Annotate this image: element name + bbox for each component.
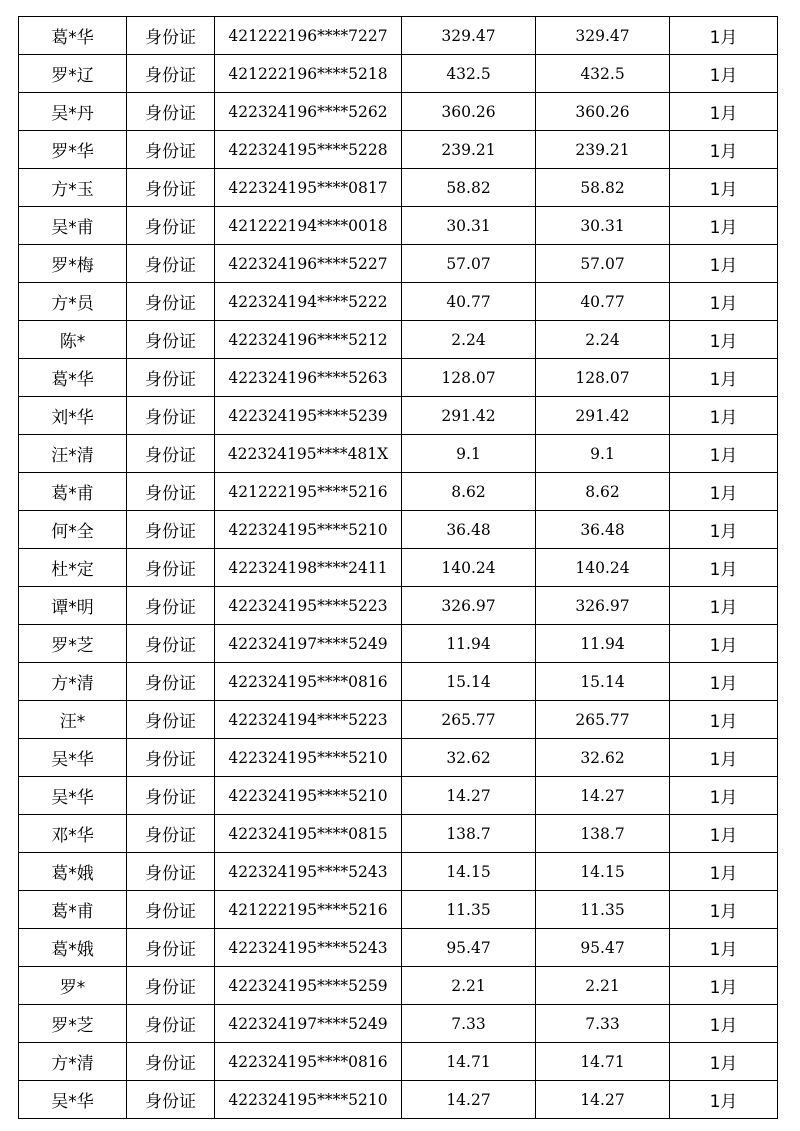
month-cell: 1月 xyxy=(670,967,778,1005)
month-cell: 1月 xyxy=(670,169,778,207)
id-number-cell: 422324195****5210 xyxy=(215,1081,402,1119)
month-cell: 1月 xyxy=(670,891,778,929)
id-number-cell: 422324195****5210 xyxy=(215,777,402,815)
name-cell: 葛*娥 xyxy=(19,853,127,891)
amount-cell: 140.24 xyxy=(402,549,536,587)
table-row xyxy=(19,853,778,891)
amount-cell: 14.15 xyxy=(402,853,536,891)
subsidy-table xyxy=(18,16,778,1119)
id-type-cell: 身份证 xyxy=(127,853,215,891)
month-cell: 1月 xyxy=(670,929,778,967)
paid-amount-cell: 30.31 xyxy=(536,207,670,245)
name-cell: 吴*华 xyxy=(19,1081,127,1119)
amount-cell: 11.94 xyxy=(402,625,536,663)
id-type-cell: 身份证 xyxy=(127,1005,215,1043)
paid-amount-cell: 329.47 xyxy=(536,17,670,55)
id-type-cell: 身份证 xyxy=(127,701,215,739)
table-row xyxy=(19,283,778,321)
paid-amount-cell: 36.48 xyxy=(536,511,670,549)
table-row xyxy=(19,169,778,207)
month-cell: 1月 xyxy=(670,549,778,587)
id-type-cell: 身份证 xyxy=(127,777,215,815)
month-cell: 1月 xyxy=(670,853,778,891)
table-row xyxy=(19,815,778,853)
id-number-cell: 422324195****0815 xyxy=(215,815,402,853)
amount-cell: 326.97 xyxy=(402,587,536,625)
id-type-cell: 身份证 xyxy=(127,1043,215,1081)
amount-cell: 329.47 xyxy=(402,17,536,55)
month-cell: 1月 xyxy=(670,359,778,397)
id-number-cell: 422324196****5263 xyxy=(215,359,402,397)
paid-amount-cell: 326.97 xyxy=(536,587,670,625)
month-cell: 1月 xyxy=(670,739,778,777)
id-number-cell: 422324195****5210 xyxy=(215,739,402,777)
id-type-cell: 身份证 xyxy=(127,131,215,169)
id-number-cell: 422324195****0816 xyxy=(215,1043,402,1081)
month-cell: 1月 xyxy=(670,435,778,473)
table-row xyxy=(19,1081,778,1119)
id-number-cell: 422324196****5227 xyxy=(215,245,402,283)
name-cell: 罗*梅 xyxy=(19,245,127,283)
amount-cell: 265.77 xyxy=(402,701,536,739)
amount-cell: 15.14 xyxy=(402,663,536,701)
amount-cell: 2.24 xyxy=(402,321,536,359)
amount-cell: 58.82 xyxy=(402,169,536,207)
table-row xyxy=(19,587,778,625)
amount-cell: 14.27 xyxy=(402,777,536,815)
month-cell: 1月 xyxy=(670,245,778,283)
month-cell: 1月 xyxy=(670,473,778,511)
name-cell: 杜*定 xyxy=(19,549,127,587)
name-cell: 吴*丹 xyxy=(19,93,127,131)
amount-cell: 291.42 xyxy=(402,397,536,435)
month-cell: 1月 xyxy=(670,587,778,625)
month-cell: 1月 xyxy=(670,625,778,663)
id-type-cell: 身份证 xyxy=(127,359,215,397)
name-cell: 刘*华 xyxy=(19,397,127,435)
table-row xyxy=(19,967,778,1005)
table-row xyxy=(19,1043,778,1081)
table-row xyxy=(19,739,778,777)
table-row xyxy=(19,473,778,511)
paid-amount-cell: 8.62 xyxy=(536,473,670,511)
id-number-cell: 422324195****5228 xyxy=(215,131,402,169)
amount-cell: 95.47 xyxy=(402,929,536,967)
paid-amount-cell: 265.77 xyxy=(536,701,670,739)
month-cell: 1月 xyxy=(670,815,778,853)
id-number-cell: 422324195****5239 xyxy=(215,397,402,435)
id-number-cell: 422324198****2411 xyxy=(215,549,402,587)
paid-amount-cell: 11.94 xyxy=(536,625,670,663)
paid-amount-cell: 2.24 xyxy=(536,321,670,359)
id-type-cell: 身份证 xyxy=(127,967,215,1005)
month-cell: 1月 xyxy=(670,397,778,435)
month-cell: 1月 xyxy=(670,131,778,169)
id-number-cell: 422324197****5249 xyxy=(215,625,402,663)
table-row xyxy=(19,777,778,815)
id-number-cell: 422324195****5243 xyxy=(215,853,402,891)
month-cell: 1月 xyxy=(670,511,778,549)
id-number-cell: 421222196****5218 xyxy=(215,55,402,93)
name-cell: 吴*华 xyxy=(19,739,127,777)
id-type-cell: 身份证 xyxy=(127,815,215,853)
id-number-cell: 422324194****5222 xyxy=(215,283,402,321)
id-type-cell: 身份证 xyxy=(127,397,215,435)
amount-cell: 36.48 xyxy=(402,511,536,549)
table-row xyxy=(19,511,778,549)
id-type-cell: 身份证 xyxy=(127,587,215,625)
paid-amount-cell: 2.21 xyxy=(536,967,670,1005)
name-cell: 葛*华 xyxy=(19,17,127,55)
id-type-cell: 身份证 xyxy=(127,245,215,283)
id-type-cell: 身份证 xyxy=(127,549,215,587)
paid-amount-cell: 140.24 xyxy=(536,549,670,587)
month-cell: 1月 xyxy=(670,1081,778,1119)
amount-cell: 32.62 xyxy=(402,739,536,777)
table-row xyxy=(19,929,778,967)
name-cell: 葛*华 xyxy=(19,359,127,397)
id-number-cell: 421222195****5216 xyxy=(215,473,402,511)
table-row xyxy=(19,93,778,131)
id-type-cell: 身份证 xyxy=(127,511,215,549)
month-cell: 1月 xyxy=(670,1005,778,1043)
name-cell: 吴*华 xyxy=(19,777,127,815)
name-cell: 汪* xyxy=(19,701,127,739)
amount-cell: 360.26 xyxy=(402,93,536,131)
id-type-cell: 身份证 xyxy=(127,207,215,245)
id-type-cell: 身份证 xyxy=(127,929,215,967)
paid-amount-cell: 291.42 xyxy=(536,397,670,435)
table-row xyxy=(19,55,778,93)
id-type-cell: 身份证 xyxy=(127,169,215,207)
table-row xyxy=(19,207,778,245)
paid-amount-cell: 11.35 xyxy=(536,891,670,929)
amount-cell: 8.62 xyxy=(402,473,536,511)
table-row xyxy=(19,701,778,739)
id-number-cell: 422324195****5243 xyxy=(215,929,402,967)
month-cell: 1月 xyxy=(670,777,778,815)
name-cell: 葛*娥 xyxy=(19,929,127,967)
id-number-cell: 422324196****5212 xyxy=(215,321,402,359)
name-cell: 罗*芝 xyxy=(19,1005,127,1043)
name-cell: 方*清 xyxy=(19,1043,127,1081)
month-cell: 1月 xyxy=(670,55,778,93)
paid-amount-cell: 360.26 xyxy=(536,93,670,131)
table-row xyxy=(19,321,778,359)
table-row xyxy=(19,1005,778,1043)
id-number-cell: 422324194****5223 xyxy=(215,701,402,739)
amount-cell: 57.07 xyxy=(402,245,536,283)
month-cell: 1月 xyxy=(670,663,778,701)
name-cell: 罗* xyxy=(19,967,127,1005)
month-cell: 1月 xyxy=(670,93,778,131)
id-number-cell: 422324195****0817 xyxy=(215,169,402,207)
paid-amount-cell: 9.1 xyxy=(536,435,670,473)
id-type-cell: 身份证 xyxy=(127,283,215,321)
id-type-cell: 身份证 xyxy=(127,17,215,55)
amount-cell: 30.31 xyxy=(402,207,536,245)
paid-amount-cell: 7.33 xyxy=(536,1005,670,1043)
paid-amount-cell: 14.27 xyxy=(536,777,670,815)
paid-amount-cell: 32.62 xyxy=(536,739,670,777)
name-cell: 罗*芝 xyxy=(19,625,127,663)
name-cell: 汪*清 xyxy=(19,435,127,473)
name-cell: 谭*明 xyxy=(19,587,127,625)
month-cell: 1月 xyxy=(670,207,778,245)
table-row xyxy=(19,435,778,473)
paid-amount-cell: 95.47 xyxy=(536,929,670,967)
name-cell: 葛*甫 xyxy=(19,891,127,929)
table-row xyxy=(19,17,778,55)
paid-amount-cell: 15.14 xyxy=(536,663,670,701)
paid-amount-cell: 138.7 xyxy=(536,815,670,853)
table-row xyxy=(19,625,778,663)
id-number-cell: 422324195****481X xyxy=(215,435,402,473)
amount-cell: 239.21 xyxy=(402,131,536,169)
id-number-cell: 421222195****5216 xyxy=(215,891,402,929)
paid-amount-cell: 14.15 xyxy=(536,853,670,891)
table-row xyxy=(19,131,778,169)
paid-amount-cell: 14.71 xyxy=(536,1043,670,1081)
month-cell: 1月 xyxy=(670,17,778,55)
id-type-cell: 身份证 xyxy=(127,739,215,777)
id-type-cell: 身份证 xyxy=(127,435,215,473)
table-row xyxy=(19,663,778,701)
id-type-cell: 身份证 xyxy=(127,93,215,131)
table-row xyxy=(19,245,778,283)
paid-amount-cell: 432.5 xyxy=(536,55,670,93)
paid-amount-cell: 239.21 xyxy=(536,131,670,169)
id-type-cell: 身份证 xyxy=(127,473,215,511)
amount-cell: 432.5 xyxy=(402,55,536,93)
amount-cell: 40.77 xyxy=(402,283,536,321)
name-cell: 吴*甫 xyxy=(19,207,127,245)
name-cell: 陈* xyxy=(19,321,127,359)
id-type-cell: 身份证 xyxy=(127,625,215,663)
amount-cell: 9.1 xyxy=(402,435,536,473)
id-number-cell: 421222196****7227 xyxy=(215,17,402,55)
amount-cell: 14.27 xyxy=(402,1081,536,1119)
month-cell: 1月 xyxy=(670,321,778,359)
table-row xyxy=(19,891,778,929)
id-number-cell: 422324195****5210 xyxy=(215,511,402,549)
paid-amount-cell: 128.07 xyxy=(536,359,670,397)
month-cell: 1月 xyxy=(670,1043,778,1081)
amount-cell: 7.33 xyxy=(402,1005,536,1043)
table-row xyxy=(19,397,778,435)
paid-amount-cell: 58.82 xyxy=(536,169,670,207)
table-body xyxy=(19,17,778,1119)
name-cell: 何*全 xyxy=(19,511,127,549)
id-number-cell: 422324197****5249 xyxy=(215,1005,402,1043)
amount-cell: 138.7 xyxy=(402,815,536,853)
name-cell: 方*玉 xyxy=(19,169,127,207)
id-type-cell: 身份证 xyxy=(127,321,215,359)
amount-cell: 2.21 xyxy=(402,967,536,1005)
id-number-cell: 422324196****5262 xyxy=(215,93,402,131)
amount-cell: 11.35 xyxy=(402,891,536,929)
name-cell: 方*清 xyxy=(19,663,127,701)
name-cell: 葛*甫 xyxy=(19,473,127,511)
paid-amount-cell: 14.27 xyxy=(536,1081,670,1119)
id-type-cell: 身份证 xyxy=(127,663,215,701)
month-cell: 1月 xyxy=(670,283,778,321)
name-cell: 罗*辽 xyxy=(19,55,127,93)
name-cell: 罗*华 xyxy=(19,131,127,169)
id-number-cell: 421222194****0018 xyxy=(215,207,402,245)
table-row xyxy=(19,359,778,397)
name-cell: 方*员 xyxy=(19,283,127,321)
paid-amount-cell: 40.77 xyxy=(536,283,670,321)
name-cell: 邓*华 xyxy=(19,815,127,853)
id-type-cell: 身份证 xyxy=(127,1081,215,1119)
id-type-cell: 身份证 xyxy=(127,55,215,93)
amount-cell: 128.07 xyxy=(402,359,536,397)
month-cell: 1月 xyxy=(670,701,778,739)
amount-cell: 14.71 xyxy=(402,1043,536,1081)
id-number-cell: 422324195****5259 xyxy=(215,967,402,1005)
id-number-cell: 422324195****5223 xyxy=(215,587,402,625)
table-row xyxy=(19,549,778,587)
id-number-cell: 422324195****0816 xyxy=(215,663,402,701)
id-type-cell: 身份证 xyxy=(127,891,215,929)
paid-amount-cell: 57.07 xyxy=(536,245,670,283)
